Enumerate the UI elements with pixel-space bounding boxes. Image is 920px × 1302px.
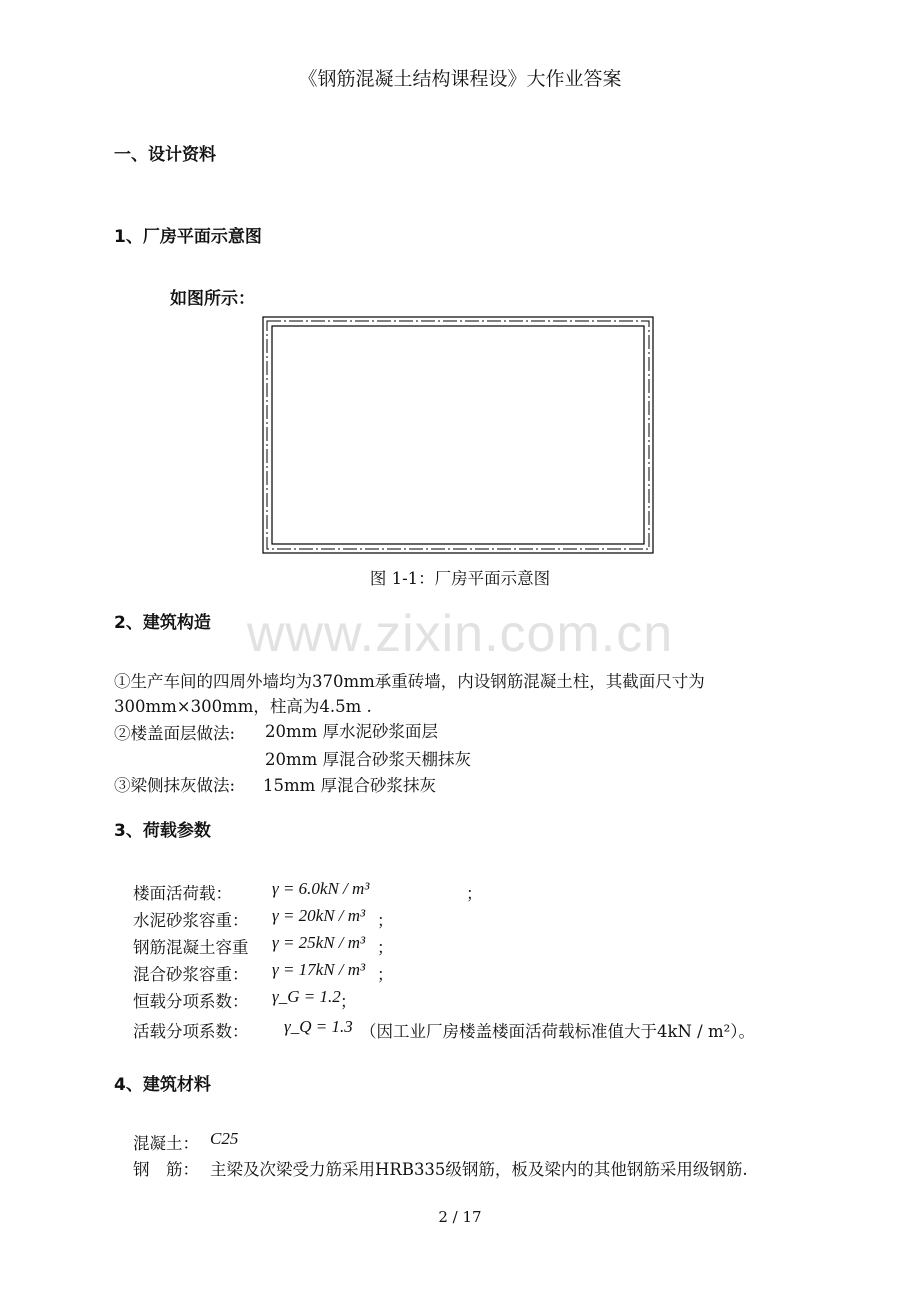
- steel-text: 主梁及次梁受力筋采用HRB335级钢筋，板及梁内的其他钢筋采用级钢筋.: [210, 1160, 748, 1179]
- load-label: 活载分项系数：: [133, 1022, 249, 1041]
- load-tail: ；: [377, 938, 394, 957]
- plan-inner-wall-line: [272, 326, 644, 544]
- plan-outer-wall-line: [263, 317, 653, 553]
- concrete-grade: C25: [210, 1129, 239, 1148]
- load-formula: γ = 17kN / m³: [272, 960, 366, 979]
- construction-item-2-label: ②楼盖面层做法:: [114, 724, 236, 743]
- load-tail: ；: [377, 965, 394, 984]
- load-formula: γ_G = 1.2: [272, 987, 341, 1006]
- load-label: 楼面活荷载：: [133, 884, 232, 903]
- load-label: 混合砂浆容重：: [133, 965, 249, 984]
- document-title: 《钢筋混凝土结构课程设》大作业答案: [298, 68, 622, 90]
- figure-intro-text: 如图所示：: [170, 289, 255, 309]
- construction-item-2-layer-1: 20mm 厚水泥砂浆面层: [265, 722, 439, 741]
- construction-item-3-label: ③梁侧抹灰做法:: [114, 776, 236, 795]
- construction-item-2-layer-2: 20mm 厚混合砂浆天棚抹灰: [265, 750, 472, 769]
- load-label: 钢筋混凝土容重: [133, 938, 249, 957]
- load-tail: ；: [466, 884, 483, 903]
- construction-item-1-line-1: ①生产车间的四周外墙均为370mm承重砖墙，内设钢筋混凝土柱，其截面尺寸为: [114, 672, 705, 691]
- load-label: 水泥砂浆容重：: [133, 911, 249, 930]
- page-number: 2 / 17: [438, 1208, 482, 1226]
- subsection-heading-plan: 1、厂房平面示意图: [114, 227, 262, 247]
- load-label: 恒载分项系数：: [133, 992, 249, 1011]
- load-formula: γ = 25kN / m³: [272, 933, 366, 952]
- load-tail: ；: [340, 992, 357, 1011]
- factory-plan-drawing: [262, 316, 654, 554]
- load-tail: ；: [377, 911, 394, 930]
- section-heading-design-data: 一、设计资料: [114, 145, 216, 165]
- subsection-heading-construction: 2、建筑构造: [114, 613, 211, 633]
- construction-item-3-text: 15mm 厚混合砂浆抹灰: [263, 776, 437, 795]
- load-formula: γ = 20kN / m³: [272, 906, 366, 925]
- construction-item-1-line-2: 300mm×300mm，柱高为4.5m .: [114, 697, 372, 716]
- load-formula: γ_Q = 1.3: [284, 1017, 353, 1036]
- plan-axis-line: [267, 321, 649, 549]
- figure-caption: 图 1-1：厂房平面示意图: [369, 569, 551, 588]
- load-formula: γ = 6.0kN / m³: [272, 879, 370, 898]
- subsection-heading-materials: 4、建筑材料: [114, 1075, 211, 1095]
- concrete-label: 混凝土：: [133, 1134, 199, 1153]
- subsection-heading-loads: 3、荷载参数: [114, 821, 211, 841]
- watermark: www.zixin.com.cn: [246, 605, 674, 663]
- load-tail: （因工业厂房楼盖楼面活荷载标准值大于4kN / m²）。: [360, 1022, 755, 1041]
- steel-label: 钢 筋：: [133, 1160, 199, 1179]
